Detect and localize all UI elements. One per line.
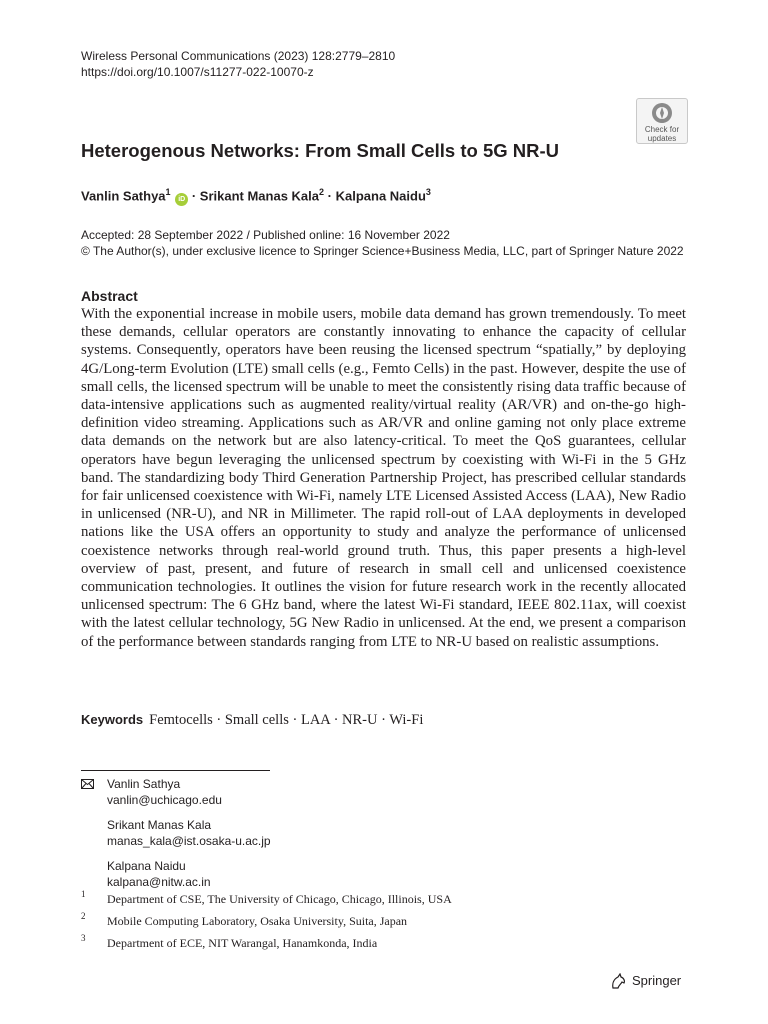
check-for-updates-icon	[651, 102, 673, 124]
journal-header	[81, 48, 395, 80]
affiliation-text: Department of CSE, The University of Chicago, Chicago, Illinois, USA	[107, 892, 452, 906]
badge-line-1: Check for	[644, 125, 680, 134]
journal-doi-link[interactable]: https://doi.org/10.1007/s11277-022-10070-z	[81, 65, 314, 79]
affiliation-item	[81, 889, 452, 914]
contact-name: Vanlin Sathya	[107, 777, 181, 791]
author-affil-number: 3	[425, 187, 431, 197]
contact-name: Kalpana Naidu	[107, 859, 186, 873]
badge-line-2: updates	[647, 134, 677, 143]
abstract-text: With the exponential increase in mobile users, mobile data demand has grown tremendously. To meet these demands, cellular operators are constantly innovating to enhance the capacity of cellular systems. Consequently, operators have been reusing the licensed spectrum “spatially,” by deploying 4G/Long-term Evolution (LTE) small cells (e.g., Femto Cells) in the past. However, despite the use of small cells, the licensed spectrum will be unable to meet the consistently rising data traffic because of data-intensive applications such as augmented reality/virtual reality (AR/VR) and on-the-go high-definition video streaming. Applications such as AR/VR and online gaming not only place extreme data demands on the network but are also latency-critical. To meet the QoS guarantees, cellular operators have begun leveraging the unlicensed spectrum by coexisting with Wi-Fi in the 5 GHz band. The standardizing body Third Generation Partnership Project, has prescribed cellular standards for fair unlicensed coexistence with Wi-Fi, namely LTE Licensed Assisted Access (LAA), New Radio in unlicensed (NR-U), and NR in Millimeter. The rapid roll-out of LAA deployments in developed nations like the USA offers an opportunity to study and analyze the performance of unlicensed coexistence networks through real-world ground truth. Thus, this paper presents a high-level overview of past, present, and future of research in small cell and unlicensed coexistence communication technologies. It outlines the vision for future research work in the recently allocated unlicensed spectrum: The 6 GHz band, where the latest Wi-Fi standard, IEEE 802.11ax, will coexist with the latest cellular technology, 5G New Radio in unlicensed. At the end, we present a comparison of the performance between standards ranging from LTE to NR-U based on realistic assumptions.	[81, 306, 686, 650]
contact-entry	[81, 817, 271, 849]
publication-dates: Accepted: 28 September 2022 / Published online: 16 November 2022	[81, 228, 450, 242]
paper-title: Heterogenous Networks: From Small Cells to 5G NR-U	[81, 140, 560, 161]
orcid-icon[interactable]: iD	[175, 193, 188, 206]
publication-info	[81, 227, 684, 259]
author-affil-number: 2	[319, 187, 325, 197]
copyright-notice: © The Author(s), under exclusive licence to Springer Science+Business Media, LLC, part of Springer Nature 2022	[81, 244, 684, 258]
affiliation-list	[81, 889, 452, 958]
contact-email[interactable]: manas_kala@ist.osaka-u.ac.jp	[107, 834, 271, 848]
affiliation-number: 1	[81, 889, 86, 899]
author-name[interactable]: Vanlin Sathya	[81, 188, 166, 204]
check-for-updates-badge[interactable]	[636, 98, 688, 144]
contact-email[interactable]: vanlin@uchicago.edu	[107, 793, 222, 807]
mail-icon	[81, 779, 94, 789]
affiliation-text: Mobile Computing Laboratory, Osaka University, Suita, Japan	[107, 914, 408, 928]
contact-list	[81, 776, 271, 899]
contact-entry	[81, 858, 271, 890]
author-affil-number: 1	[165, 187, 171, 197]
contact-name: Srikant Manas Kala	[107, 818, 212, 832]
author-name[interactable]: Srikant Manas Kala	[199, 188, 319, 204]
springer-horse-icon	[610, 973, 627, 989]
journal-citation: Wireless Personal Communications (2023) 128:2779–2810	[81, 49, 396, 63]
keywords-list: Femtocells · Small cells · LAA · NR-U · Wi-Fi	[149, 712, 424, 728]
affiliation-number: 2	[81, 911, 86, 921]
author-list	[81, 187, 431, 206]
contact-entry	[81, 776, 271, 808]
keywords-label: Keywords	[81, 712, 144, 727]
affiliation-number: 3	[81, 933, 86, 943]
keywords	[81, 712, 423, 729]
abstract-heading: Abstract	[81, 288, 138, 304]
publisher-logo	[610, 973, 681, 989]
author-separator: ·	[327, 188, 332, 204]
affiliation-item	[81, 911, 452, 936]
affiliation-text: Department of ECE, NIT Warangal, Hanamkonda, India	[107, 936, 378, 950]
author-separator: ·	[191, 188, 197, 204]
author-name[interactable]: Kalpana Naidu	[335, 188, 426, 204]
contact-email[interactable]: kalpana@nitw.ac.in	[107, 875, 211, 889]
publisher-name: Springer	[632, 973, 682, 988]
footnote-divider	[81, 770, 270, 771]
affiliation-item	[81, 933, 452, 958]
